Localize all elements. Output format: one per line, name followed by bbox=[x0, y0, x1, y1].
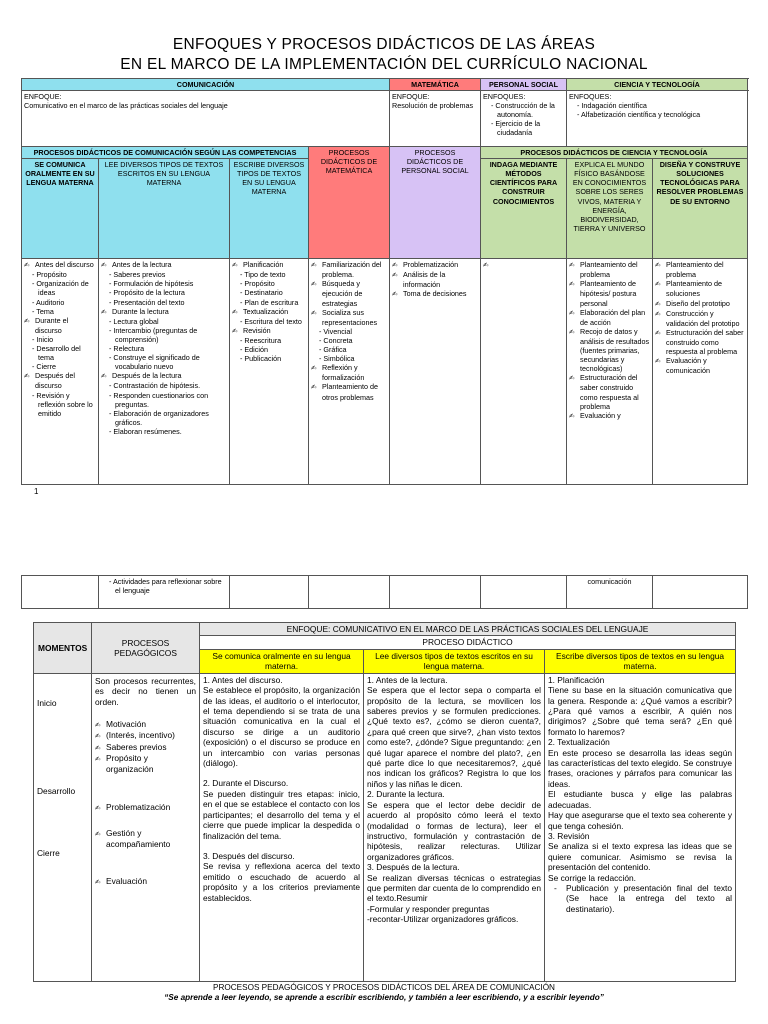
process-step: ✍ Análisis de la información bbox=[392, 270, 478, 289]
continuation-item: - Actividades para reflexionar sobre el lenguaje bbox=[101, 577, 227, 595]
process-step: ✍ Elaboración del plan de acción bbox=[569, 308, 650, 327]
momentos-column bbox=[34, 673, 92, 981]
proceso-oral-text bbox=[200, 673, 364, 981]
detalle-ps-list bbox=[392, 260, 478, 299]
process-substep: - Gráfica bbox=[311, 345, 387, 354]
enfoque-label: ENFOQUES: bbox=[483, 92, 526, 102]
process-substep: - Publicación bbox=[232, 354, 306, 363]
enfoque-matematica bbox=[390, 91, 481, 147]
area-personal-social: PERSONAL SOCIAL bbox=[481, 79, 567, 91]
col-oral-header: Se comunica oralmente en su lengua materna. bbox=[200, 649, 364, 673]
process-substep: - Cierre bbox=[24, 362, 96, 371]
spacer bbox=[203, 841, 360, 851]
process-substep: - Propósito bbox=[232, 279, 306, 288]
process-substep: - Plan de escritura bbox=[232, 298, 306, 307]
process-substep: - Contrastación de hipótesis. bbox=[101, 381, 227, 390]
enfoque-text: Comunicativo en el marco de las prácticas sociales del lenguaje bbox=[24, 101, 228, 111]
paragraph: Se establece el propósito, la organización de las ideas, el auditorio o el interlocutor, el tema dependiendo si se trata de una situación comunicativa en la cual el discurso se dirige a un auditorio (exposición) o el discurso se produce en un intercambio con varias personas (diálogo). bbox=[203, 685, 360, 769]
process-step: ✍ Reflexión y formalización bbox=[311, 363, 387, 382]
process-substep: - Intercambio (preguntas de comprensión) bbox=[101, 326, 227, 344]
footer-quote: “Se aprende a leer leyendo, se aprende a escribir escribiendo, y también a leer escribiendo, y a escribir leyendo” bbox=[164, 993, 604, 1002]
process-step: ✍ Evaluación y comunicación bbox=[655, 356, 745, 375]
process-substep: - Lectura global bbox=[101, 317, 227, 326]
process-substep: - Propósito de la lectura bbox=[101, 288, 227, 297]
process-substep: - Tipo de texto bbox=[232, 270, 306, 279]
procesos-pedagogicos-column bbox=[92, 673, 200, 981]
paragraph: Se espera que el lector debe decidir de acuerdo al propósito cómo leerá el texto (modalidad o formas de lectura), leer el instructivo, formulación y contrastación de hipótesis, realizar relecturas. Utilizar organizadores gráficos. bbox=[367, 799, 541, 862]
paragraph: En este proceso se desarrolla las ideas según las características del texto elegido. Se construye frases, oraciones y párrafos para comunicar las ideas. bbox=[548, 747, 733, 789]
ped-item: ✍ Motivación bbox=[95, 719, 196, 730]
areas-table bbox=[21, 78, 748, 485]
process-step: ✍ Durante el discurso bbox=[24, 316, 96, 335]
process-substep: - Auditorio bbox=[24, 298, 96, 307]
enfoque-item: - Alfabetización científica y tecnológica bbox=[569, 110, 745, 119]
enfoque-label: ENFOQUE: bbox=[24, 92, 62, 102]
area-ciencia: CIENCIA Y TECNOLOGÍA bbox=[567, 79, 748, 91]
procesos-pedagogicos-header: PROCESOS PEDAGÓGICOS bbox=[92, 623, 200, 674]
enfoque-ciencia bbox=[567, 91, 748, 147]
process-substep: - Revisión y reflexión sobre lo emitido bbox=[24, 391, 96, 418]
process-step: ✍ Estructuración del saber construido como respuesta al problema bbox=[569, 373, 650, 410]
competencia-personal-social: PROCESOS DIDÁCTICOS DE PERSONAL SOCIAL bbox=[390, 147, 481, 259]
process-substep: - Edición bbox=[232, 345, 306, 354]
process-step: ✍ Antes de la lectura bbox=[101, 260, 227, 270]
process-step: ✍ Socializa sus representaciones bbox=[311, 308, 387, 327]
process-step: ✍ Búsqueda y ejecución de estrategias bbox=[311, 279, 387, 307]
paragraph: Se realizan diversas técnicas o estrategias que permiten dar cuenta de lo comprendido en el texto.Resumir bbox=[367, 872, 541, 904]
ped-item: ✍ Evaluación bbox=[95, 876, 196, 887]
paragraph: Tiene su base en la situación comunicativa que la genera. Responde a: ¿Qué vamos a escribir? ¿Para qué vamos a escribir, A quién nos dirigimos? ¿Sobre qué tema será? ¿En qué formato lo haremos? bbox=[548, 685, 733, 737]
competencia-matematica: PROCESOS DIDÁCTICOS DE MATEMÁTICA bbox=[309, 147, 390, 259]
process-substep: - Formulación de hipótesis bbox=[101, 279, 227, 288]
momentos-header: MOMENTOS bbox=[34, 623, 92, 674]
paragraph: Se corrige la redacción. bbox=[548, 872, 636, 883]
process-substep: - Reescritura bbox=[232, 336, 306, 345]
process-step: ✍ Planteamiento del problema bbox=[569, 260, 650, 279]
page-title-line1: ENFOQUES Y PROCESOS DIDÁCTICOS DE LAS ÁREAS bbox=[172, 36, 596, 53]
process-substep: - Concreta bbox=[311, 336, 387, 345]
competencia-escribe: ESCRIBE DIVERSOS TIPOS DE TEXTOS EN SU LENGUA MATERNA bbox=[230, 159, 309, 259]
process-substep: - Saberes previos bbox=[101, 270, 227, 279]
ped-item: ✍ (Interés, incentivo) bbox=[95, 730, 196, 741]
paragraph: Se revisa y reflexiona acerca del texto emitido o escuchado de acuerdo al propósito y a los criterios previamente establecidos. bbox=[203, 861, 360, 903]
procesos-ciencia-header: PROCESOS DIDÁCTICOS DE CIENCIA Y TECNOLOGÍA bbox=[481, 147, 748, 159]
col-lee-header: Lee diversos tipos de textos escritos en su lengua materna. bbox=[364, 649, 545, 673]
competencia-lee: LEE DIVERSOS TIPOS DE TEXTOS ESCRITOS EN SU LENGUA MATERNA bbox=[99, 159, 230, 259]
process-step: ✍ Diseño del prototipo bbox=[655, 299, 745, 309]
ped-intro: Son procesos recurrentes, es decir no tienen un orden. bbox=[95, 675, 196, 707]
competencia-oral: SE COMUNICA ORALMENTE EN SU LENGUA MATERNA bbox=[22, 159, 99, 259]
enfoque-text: Resolución de problemas bbox=[392, 101, 474, 111]
paragraph: 2. Textualización bbox=[548, 737, 610, 748]
process-step: ✍ Problematización bbox=[392, 260, 478, 270]
bullet-paragraph bbox=[548, 883, 732, 914]
process-substep: - Desarrollo del tema bbox=[24, 344, 96, 362]
paragraph: 3. Después del discurso. bbox=[203, 850, 295, 861]
competencia-disena: DISEÑA Y CONSTRUYE SOLUCIONES TECNOLÓGICAS PARA RESOLVER PROBLEMAS DE SU ENTORNO bbox=[653, 159, 748, 259]
proceso-didactico-header: PROCESO DIDÁCTICO bbox=[200, 636, 736, 649]
spacer bbox=[203, 768, 360, 778]
paragraph: 3. Revisión bbox=[548, 830, 590, 841]
detalle-lee-list bbox=[101, 260, 227, 436]
enfoque-comunicacion bbox=[22, 91, 390, 147]
enfoque-personal-social bbox=[481, 91, 567, 147]
detalle-oral-list bbox=[24, 260, 96, 418]
process-substep: - Responden cuestionarios con preguntas. bbox=[101, 391, 227, 409]
bullet-text: Publicación y presentación final del texto (Se hace la entrega del texto al destinatario). bbox=[566, 882, 733, 914]
process-substep: - Presentación del texto bbox=[101, 298, 227, 307]
paragraph: Se analiza si el texto expresa las ideas que se quiere comunicar. Asimismo se revisa la presentación del contenido. bbox=[548, 841, 733, 873]
process-substep: - Relectura bbox=[101, 344, 227, 353]
process-step: ✍ Antes del discurso bbox=[24, 260, 96, 270]
ped-item: ✍ Gestión y acompañamiento bbox=[95, 828, 196, 850]
paragraph: Se espera que el lector sepa o comparta el propósito de la lectura, se movilicen los saberes previos y se formulen predicciones. ¿Qué texto es?, ¿cómo se dieron cuenta?, ¿para qué creen que sirve?, ¿han visto textos como este?, ¿dónde? Sigue preguntando: ¿en qué lugar aparece el nombre del plato?, ¿en qué parte dice lo que necesitaremos?, ¿qué nos indican los gráficos? Registra lo que los niños y las niñas le dicen. bbox=[367, 685, 541, 789]
process-substep: - Propósito bbox=[24, 270, 96, 279]
page-number: 1 bbox=[34, 487, 39, 496]
process-substep: - Vivencial bbox=[311, 327, 387, 336]
process-substep: - Destinatario bbox=[232, 288, 306, 297]
process-substep: - Organización de ideas bbox=[24, 279, 96, 297]
ped-item: ✍ Propósito y organización bbox=[95, 753, 196, 775]
process-substep: - Simbólica bbox=[311, 354, 387, 363]
paragraph: 3. Después de la lectura. bbox=[367, 862, 460, 873]
competencia-explica: EXPLICA EL MUNDO FÍSICO BASÁNDOSE EN CONOCIMIENTOS SOBRE LOS SERES VIVOS, MATERIA Y ENERGÍA, BIODIVERSIDAD, TIERRA Y UNIVERSO bbox=[567, 159, 653, 259]
process-step bbox=[483, 260, 564, 270]
paragraph: 2. Durante el Discurso. bbox=[203, 778, 289, 789]
ped-item: ✍ Saberes previos bbox=[95, 742, 196, 753]
process-step: ✍ Planteamiento de hipótesis/ postura personal bbox=[569, 279, 650, 307]
ped-item: ✍ Problematización bbox=[95, 802, 196, 813]
process-step: ✍ Familiarización del problema. bbox=[311, 260, 387, 279]
area-comunicacion: COMUNICACIÓN bbox=[22, 79, 390, 91]
detalle-indaga-list bbox=[483, 260, 564, 270]
area-matematica: MATEMÁTICA bbox=[390, 79, 481, 91]
enfoque-label: ENFOQUES: bbox=[569, 92, 612, 102]
paragraph: -recontar-Utilizar organizadores gráficos. bbox=[367, 914, 519, 925]
detalle-disena-list bbox=[655, 260, 745, 375]
paragraph: Se pueden distinguir tres etapas: inicio, en el que se establece el contacto con los participantes; el desarrollo del tema y el cierre que puede implicar la despedida o finalización del tema. bbox=[203, 788, 360, 841]
enfoque-comunicativo-header: ENFOQUE: COMUNICATIVO EN EL MARCO DE LAS PRÁCTICAS SOCIALES DEL LENGUAJE bbox=[200, 623, 736, 636]
enfoque-item: - Indagación científica bbox=[569, 101, 745, 110]
process-step: ✍ Durante la lectura bbox=[101, 307, 227, 317]
process-substep: - Construye el significado de vocabulario nuevo bbox=[101, 353, 227, 371]
process-step: ✍ Planificación bbox=[232, 260, 306, 270]
enfoque-item: - Ejercicio de la ciudadanía bbox=[483, 119, 564, 137]
detalle-matematica-list bbox=[311, 260, 387, 401]
enfoque-label: ENFOQUE: bbox=[392, 92, 430, 102]
process-step: ✍ Planteamiento de otros problemas bbox=[311, 382, 387, 401]
momento-desarrollo: Desarrollo bbox=[37, 785, 76, 796]
process-step: ✍ Después de la lectura bbox=[101, 371, 227, 381]
paragraph: El estudiante busca y elige las palabras adecuadas. bbox=[548, 789, 733, 810]
procesos-comunicacion-header: PROCESOS DIDÁCTICOS DE COMUNICACIÓN SEGÚN LAS COMPETENCIAS bbox=[22, 147, 309, 159]
momento-cierre: Cierre bbox=[37, 847, 60, 858]
process-step: ✍ Textualización bbox=[232, 307, 306, 317]
continuation-table bbox=[21, 575, 748, 609]
footer-title: PROCESOS PEDAGÓGICOS Y PROCESOS DIDÁCTICOS DEL ÁREA DE COMUNICACIÓN bbox=[213, 983, 555, 992]
paragraph: -Formular y responder preguntas bbox=[367, 903, 490, 914]
process-step: ✍ Planteamiento de soluciones bbox=[655, 279, 745, 298]
dash-icon: - bbox=[554, 882, 557, 893]
process-step: ✍ Planteamiento del problema bbox=[655, 260, 745, 279]
process-step: ✍ Construcción y validación del prototipo bbox=[655, 309, 745, 328]
paragraph: 1. Antes del discurso. bbox=[203, 674, 283, 685]
detalle-explica-list bbox=[569, 260, 650, 421]
process-substep: - Inicio bbox=[24, 335, 96, 344]
competencia-indaga: INDAGA MEDIANTE MÉTODOS CIENTÍFICOS PARA CONSTRUIR CONOCIMIENTOS bbox=[481, 159, 567, 259]
paragraph: Hay que asegurarse que el texto sea coherente y que tenga cohesión. bbox=[548, 810, 733, 831]
process-substep: - Elaboración de organizadores gráficos. bbox=[101, 409, 227, 427]
process-step: ✍ Evaluación y bbox=[569, 411, 650, 421]
paragraph: 1. Planificación bbox=[548, 674, 605, 685]
process-substep: - Elaboran resúmenes. bbox=[101, 427, 227, 436]
paragraph: 2. Durante la lectura. bbox=[367, 789, 445, 800]
process-step: ✍ Toma de decisiones bbox=[392, 289, 478, 299]
process-step: ✍ Revisión bbox=[232, 326, 306, 336]
process-step: ✍ Estructuración del saber construido como respuesta al problema bbox=[655, 328, 745, 356]
process-substep: - Escritura del texto bbox=[232, 317, 306, 326]
paragraph: 1. Antes de la lectura. bbox=[367, 674, 448, 685]
proceso-lee-text bbox=[364, 673, 545, 981]
process-substep: - Tema bbox=[24, 307, 96, 316]
process-step: ✍ Recojo de datos y análisis de resultados (fuentes primarias, secundarias y tecnológicas) bbox=[569, 327, 650, 373]
process-step: ✍ Después del discurso bbox=[24, 371, 96, 390]
continuation-explica: comunicación bbox=[567, 576, 653, 609]
detalle-escribe-list bbox=[232, 260, 306, 363]
page-title-line2: EN EL MARCO DE LA IMPLEMENTACIÓN DEL CURRÍCULO NACIONAL bbox=[120, 56, 648, 73]
momento-inicio: Inicio bbox=[37, 697, 57, 708]
proceso-escribe-text bbox=[545, 673, 736, 981]
col-escribe-header: Escribe diversos tipos de textos en su lengua materna. bbox=[545, 649, 736, 673]
enfoque-item: - Construcción de la autonomía. bbox=[483, 101, 564, 119]
procesos-table bbox=[33, 622, 736, 982]
